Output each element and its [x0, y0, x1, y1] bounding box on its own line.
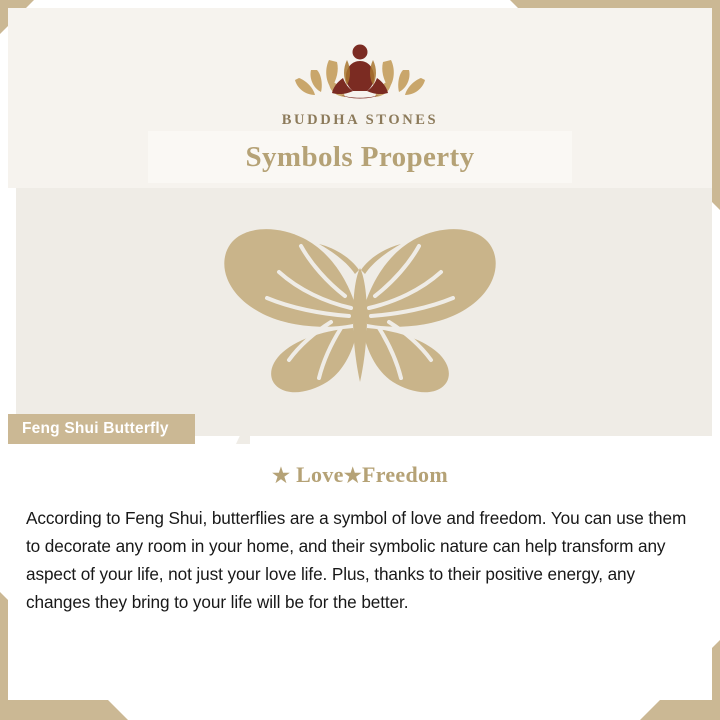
star-icon-middle: ★	[343, 465, 362, 487]
star-icon-leading: ★	[272, 465, 291, 487]
body-text-block	[8, 448, 712, 634]
subtitle-word-freedom: Freedom	[361, 462, 448, 487]
content-card	[8, 8, 712, 700]
content-paragraph: According to Feng Shui, butterflies are a symbol of love and freedom. You can use them to decorate any room in your home, and their symbolic nature can help transform any aspect of your life, not just your love life. Plus, thanks to their positive energy, any changes they bring to your life will be for the better.	[26, 508, 687, 612]
subtitle-word-love: Love	[296, 462, 344, 487]
tag-notch-decoration	[236, 414, 250, 444]
content-subtitle	[26, 462, 694, 488]
brand-logo	[8, 30, 712, 129]
butterfly-icon	[195, 212, 525, 412]
illustration-area	[16, 188, 704, 436]
feng-shui-tag-label: Feng Shui Butterfly	[22, 420, 169, 437]
page-title: Symbols Property	[245, 140, 475, 173]
left-edge-spacer	[8, 188, 16, 436]
lotus-meditation-icon	[285, 30, 435, 108]
brand-name: BUDDHA STONES	[281, 112, 439, 128]
feng-shui-tag	[8, 414, 195, 444]
title-plate	[148, 131, 572, 183]
